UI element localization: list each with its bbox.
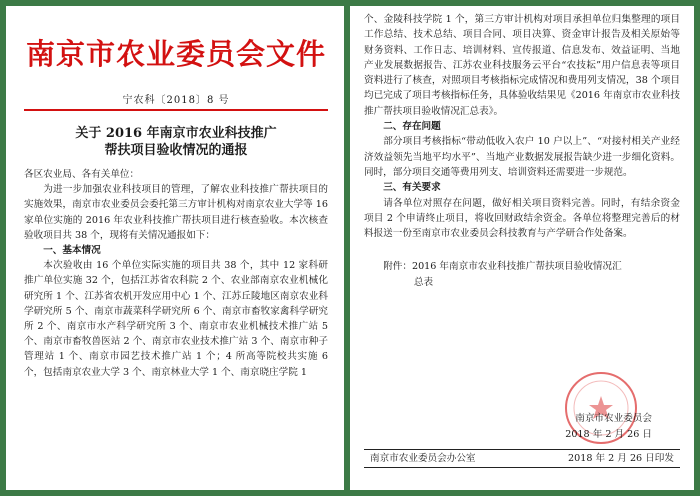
section-problems-title: 二、存在问题 (383, 121, 441, 133)
notice-title-line1: 关于 2016 年南京市农业科技推广 (75, 126, 277, 141)
footer-print-date: 2018 年 2 月 26 日印发 (568, 453, 674, 464)
section-requirements-title: 三、有关要求 (383, 182, 441, 194)
attachment-line2: 总表 (413, 276, 434, 288)
salutation: 各区农业局、各有关单位： (24, 169, 140, 180)
document-header-title: 南京市农业委员会文件 (25, 37, 326, 71)
right-body (364, 12, 680, 241)
section-basic-info-title: 一、基本情况 (43, 245, 101, 257)
left-body (24, 167, 328, 380)
attachment-note (364, 259, 680, 290)
red-divider (24, 109, 328, 111)
paragraph-continued: 个、金陵科技学院 1 个，第三方审计机构对项目承担单位归集整理的项目工作总结、技术总结、项目合同、项目决算、资金审计报告及相关原始等财务资料、工作日志、培训材料、宣传报道、信息发布、效益证明、当地产业发展数据报告、江苏农业科技服务云平台“农技耘”用户信息表等项目资料进行了核查，对照项目考核指标完成情况和费用列支情况，38 个项目均已完成了项目考核指标任务，具体验收结果见《2016 年南京市农业科技推广帮扶项目验收情况汇总表》。 (364, 14, 680, 117)
paragraph-basic-info: 本次验收由 16 个单位实际实施的项目共 38 个，其中 12 家科研推广单位实施 32 个，包括江苏省农科院 2 个、农业部南京农业机械化研究所 1 个、江苏省农机开发应用中心 1 个、江苏丘陵地区南京农业科学研究所 5 个、南京市蔬菜科学研究所 6 个、南京市畜牧家禽科学研究所 2 个、南京市水产科学研究所 3 个、南京市农业机械技术推广站 5 个、南京市畜牧兽医站 2 个、南京市农业技术推广站 3 个、南京市种子管理站 1 个、南京市园艺技术推广站 1 个；4 所高等院校共实施 6 个，包括南京农业大学 3 个、南京林业大学 1 个、南京晓庄学院 1 (24, 260, 328, 378)
attachment-line1: 附件：2016 年南京市农业科技推广帮扶项目验收情况汇 (383, 261, 622, 273)
notice-title-line2: 帮扶项目验收情况的通报 (104, 143, 248, 158)
document-number: 宁农科〔2018〕8 号 (122, 95, 230, 106)
right-page (350, 6, 694, 490)
signature-date: 2018 年 2 月 26 日 (565, 429, 652, 440)
notice-title (24, 125, 328, 159)
paragraph-requirements: 请各单位对照存在问题，做好相关项目资料完善。同时，有结余资金项目 2 个申请终止项目，将收回财政结余资金。各单位将整理完善后的材料报送一份至南京市农业委员会科技教育与产学研合作处备案。 (364, 197, 680, 240)
signature-org: 南京市农业委员会 (575, 413, 652, 424)
paragraph-purpose: 为进一步加强农业科技项目的管理，了解农业科技推广帮扶项目的实施效果，南京市农业委员会委托第三方审计机构对南京农业大学等 16 家单位实施的 2016 年农业科技推广帮扶项目进行核查验收。本次核查验收项目共 38 个，现将有关情况通报如下： (24, 184, 328, 241)
footer-office: 南京市农业委员会办公室 (370, 453, 476, 464)
paragraph-problems: 部分项目考核指标“带动低收入农户 10 户以上”、“对接村相关产业经济效益领先当地平均水平”、当地产业数据发展报告缺少进一步细化资料。同时，部分项目交通等费用列支、培训资料还需要进一步规范。 (364, 136, 680, 178)
signature-block (565, 411, 652, 443)
left-page (6, 6, 344, 490)
print-footer (364, 449, 680, 468)
